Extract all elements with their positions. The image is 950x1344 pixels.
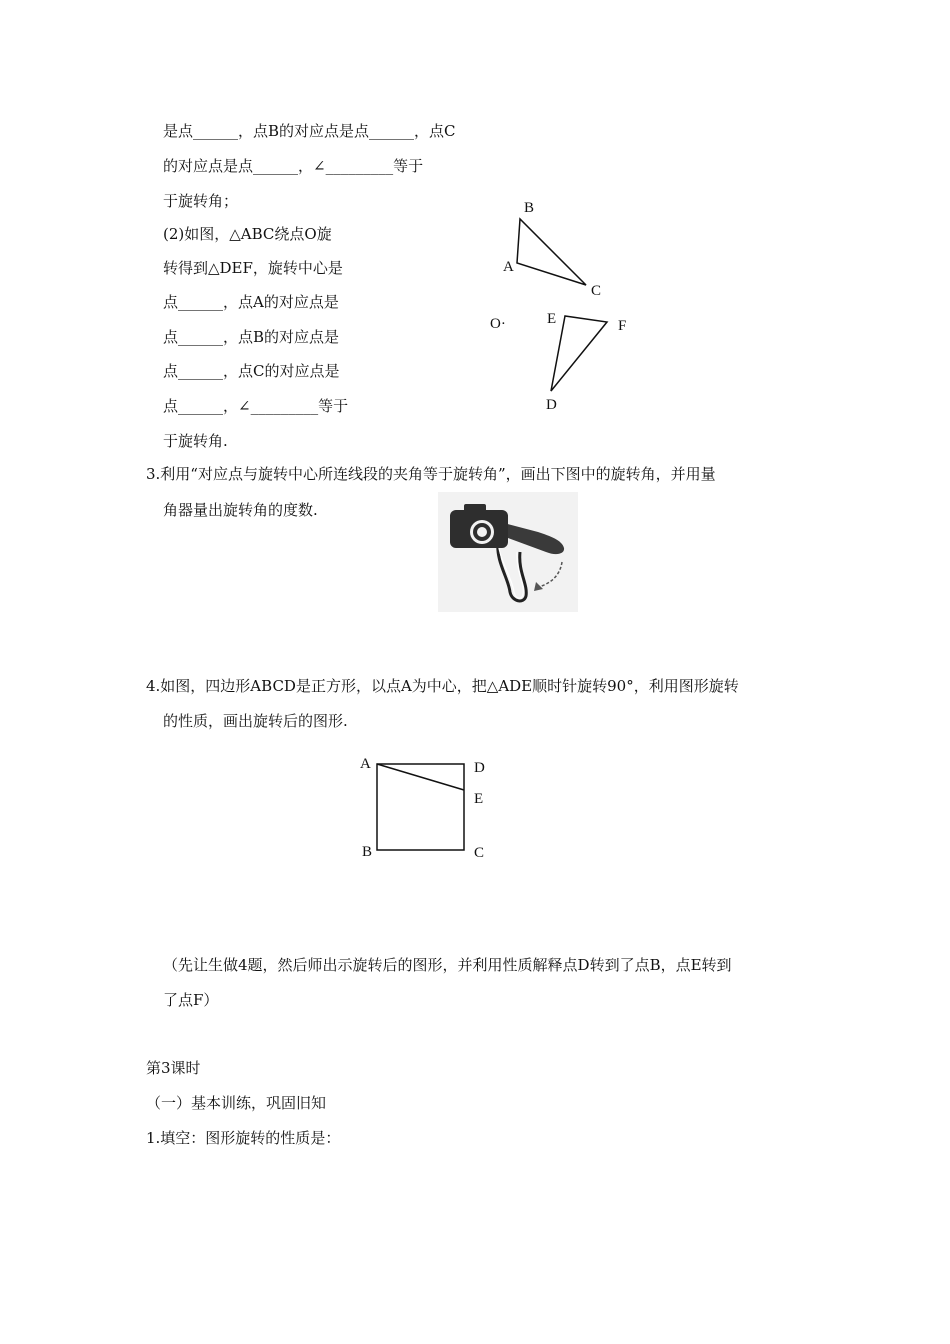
lesson3-title: 第3课时 bbox=[146, 1059, 201, 1077]
note-line1: （先让生做4题，然后师出示旋转后的图形，并利用性质解释点D转到了点B，点E转到 bbox=[163, 956, 732, 974]
label-d: D bbox=[546, 397, 557, 413]
label-sq-b: B bbox=[362, 844, 373, 860]
label-sq-d: D bbox=[474, 760, 485, 776]
part2-line6: 点______，∠_________等于 bbox=[163, 397, 349, 415]
note-line2: 了点F） bbox=[163, 991, 219, 1009]
square-abcd bbox=[377, 764, 464, 850]
part2-line3: 点______，点A的对应点是 bbox=[163, 293, 339, 311]
label-e: E bbox=[547, 311, 557, 327]
q4-line2: 的性质，画出旋转后的图形. bbox=[163, 712, 348, 730]
label-c: C bbox=[591, 283, 602, 299]
label-sq-a: A bbox=[360, 756, 371, 772]
part1-line2: 的对应点是点______，∠_________等于 bbox=[163, 157, 424, 175]
lesson3-section: （一）基本训练，巩固旧知 bbox=[146, 1094, 327, 1112]
triangle-abc bbox=[517, 219, 586, 285]
label-a: A bbox=[503, 259, 514, 275]
label-sq-c: C bbox=[474, 845, 485, 861]
q4-line1: 4.如图，四边形ABCD是正方形，以点A为中心，把△ADE顺时针旋转90°，利用图形旋转 bbox=[146, 677, 739, 695]
part2-line5: 点______，点C的对应点是 bbox=[163, 362, 340, 380]
triangle-def bbox=[551, 316, 607, 391]
label-b: B bbox=[524, 200, 535, 216]
q3-line2: 角器量出旋转角的度数. bbox=[163, 501, 318, 519]
part1-line3: 于旋转角； bbox=[163, 192, 239, 210]
camera-rotation-image bbox=[438, 492, 578, 612]
label-o: O· bbox=[490, 316, 506, 332]
q3-line1: 3.利用“对应点与旋转中心所连线段的夹角等于旋转角”，画出下图中的旋转角，并用量 bbox=[146, 465, 716, 483]
label-f: F bbox=[618, 318, 627, 334]
lesson3-q1: 1.填空：图形旋转的性质是： bbox=[146, 1129, 341, 1147]
part2-line2: 转得到△DEF，旋转中心是 bbox=[163, 259, 343, 277]
part2-line4: 点______，点B的对应点是 bbox=[163, 328, 340, 346]
part1-line1: 是点______，点B的对应点是点______，点C bbox=[163, 122, 456, 140]
segment-ae bbox=[377, 764, 464, 790]
part2-line7: 于旋转角. bbox=[163, 432, 228, 450]
label-sq-e: E bbox=[474, 791, 484, 807]
part2-line1: (2)如图，△ABC绕点O旋 bbox=[163, 225, 332, 243]
